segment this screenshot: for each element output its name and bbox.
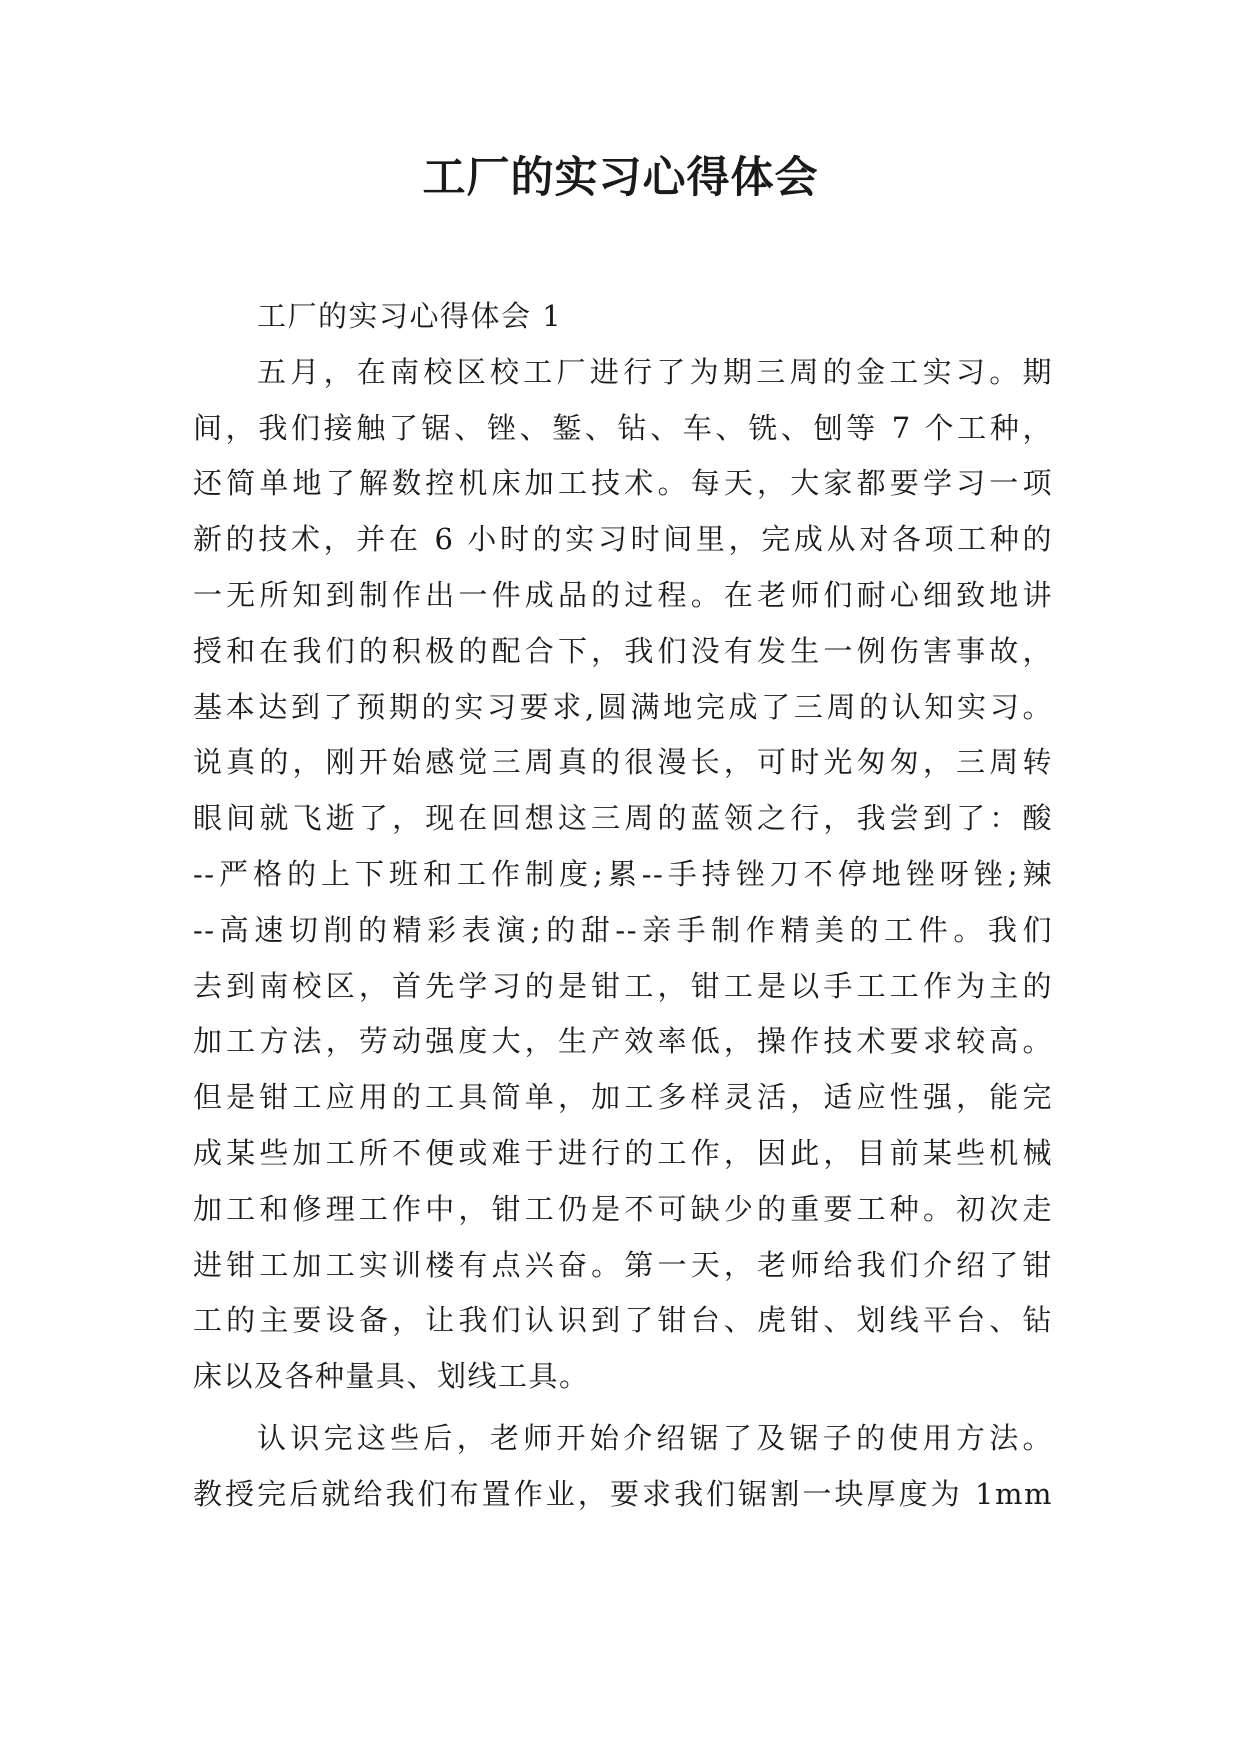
paragraph-line: --严格的上下班和工作制度;累--手持锉刀不停地锉呀锉;辣 [193,856,1053,891]
paragraph-line: 床以及各种量具、划线工具。 [193,1359,590,1394]
paragraph-line: 授和在我们的积极的配合下，我们没有发生一例伤害事故， [193,633,1053,668]
paragraph-line: 还简单地了解数控机床加工技术。每天，大家都要学习一项 [193,466,1053,501]
paragraph-line: 成某些加工所不便或难于进行的工作，因此，目前某些机械 [193,1135,1053,1170]
document-title: 工厂的实习心得体会 [422,153,819,203]
paragraph-line: 认识完这些后，老师开始介绍锯了及锯子的使用方法。 [257,1420,1053,1455]
paragraph-line: 说真的，刚开始感觉三周真的很漫长，可时光匆匆，三周转 [193,745,1053,780]
paragraph-line: 五月，在南校区校工厂进行了为期三周的金工实习。期 [257,354,1053,389]
paragraph-line: 加工方法，劳动强度大，生产效率低，操作技术要求较高。 [193,1024,1053,1059]
paragraph-line: 一无所知到制作出一件成品的过程。在老师们耐心细致地讲 [193,577,1053,612]
paragraph-line: 进钳工加工实训楼有点兴奋。第一天，老师给我们介绍了钳 [193,1247,1053,1282]
paragraph-line: 基本达到了预期的实习要求,圆满地完成了三周的认知实习。 [193,689,1053,724]
paragraph-line: --高速切削的精彩表演;的甜--亲手制作精美的工件。我们 [193,912,1053,947]
paragraph-line: 去到南校区，首先学习的是钳工，钳工是以手工工作为主的 [193,968,1053,1003]
paragraph-line: 间，我们接触了锯、锉、錾、钻、车、铣、刨等 7 个工种， [193,410,1053,445]
section-heading: 工厂的实习心得体会 1 [257,299,563,333]
paragraph-line: 工的主要设备，让我们认识到了钳台、虎钳、划线平台、钻 [193,1303,1053,1338]
paragraph-line: 但是钳工应用的工具简单，加工多样灵活，适应性强，能完 [193,1080,1053,1115]
paragraph-line: 新的技术，并在 6 小时的实习时间里，完成从对各项工种的 [193,522,1053,557]
paragraph-line: 加工和修理工作中，钳工仍是不可缺少的重要工种。初次走 [193,1191,1053,1226]
paragraph-line: 教授完后就给我们布置作业，要求我们锯割一块厚度为 1mm [193,1476,1053,1511]
paragraph-line: 眼间就飞逝了，现在回想这三周的蓝领之行，我尝到了：酸 [193,801,1053,836]
document-body [193,289,1053,1523]
